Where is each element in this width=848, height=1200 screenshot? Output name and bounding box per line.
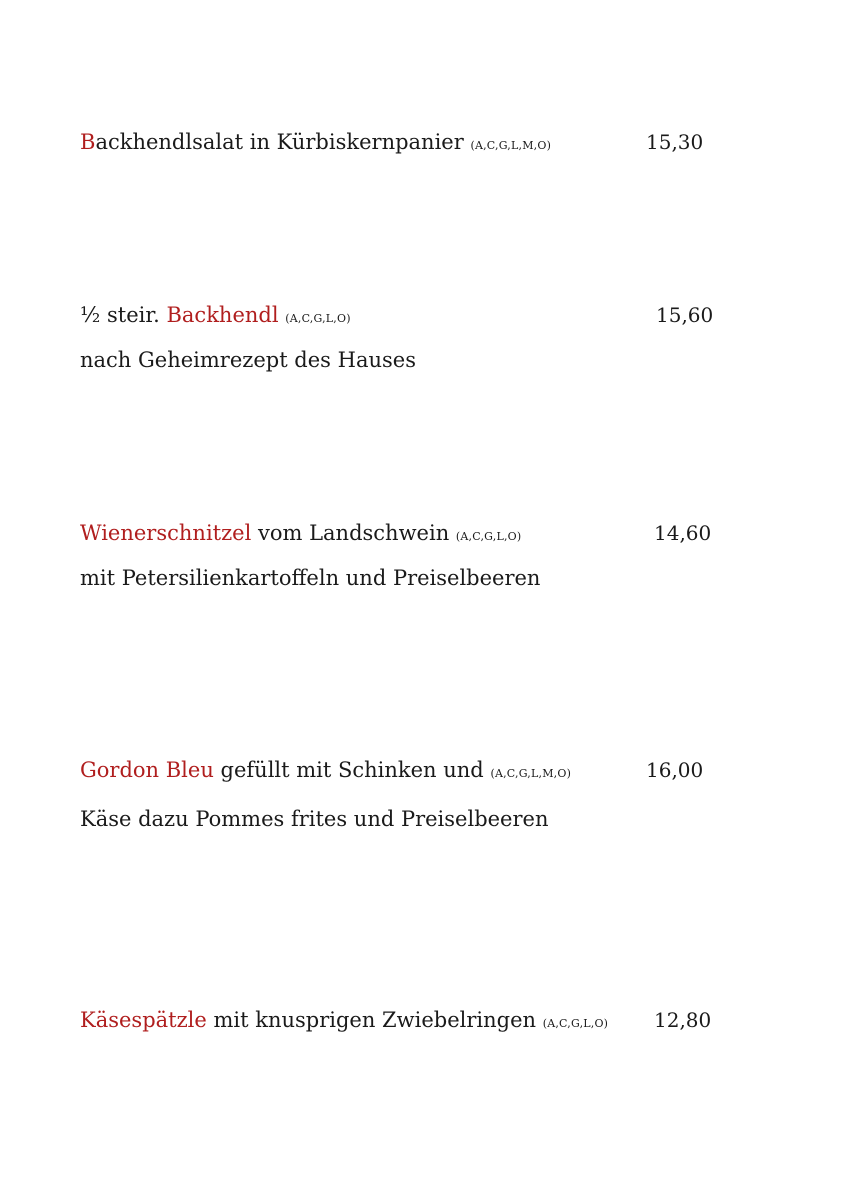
menu-item-highlight: Gordon Bleu	[80, 758, 214, 782]
menu-item-name: ackhendlsalat in Kürbiskernpanier	[95, 130, 464, 154]
menu-item-allergens: (A,C,G,L,M,O)	[470, 139, 552, 152]
menu-item-backhendl	[80, 295, 720, 380]
menu-item-name: vom Landschwein	[251, 521, 450, 545]
menu-item-highlight: Käsespätzle	[80, 1008, 207, 1032]
menu-item-kaesespaetzle	[80, 1000, 720, 1040]
menu-item-price: 14,60	[654, 521, 712, 545]
menu-item-name: mit knusprigen Zwiebelringen	[206, 1008, 537, 1032]
menu-item-title	[80, 122, 720, 162]
menu-item-backhendlsalat	[80, 122, 720, 162]
menu-item-prefix: ½ steir.	[80, 303, 167, 327]
menu-item-title	[80, 1000, 720, 1040]
menu-item-description: mit Petersilienkartoffeln und Preiselbeeren	[80, 566, 541, 590]
menu-item-description: nach Geheimrezept des Hauses	[80, 348, 416, 372]
menu-item-price: 15,60	[656, 303, 714, 327]
menu-item-price: 16,00	[646, 758, 704, 782]
menu-item-highlight: Backhendl	[166, 303, 279, 327]
menu-item-allergens: (A,C,G,L,O)	[285, 312, 351, 325]
menu-item-wienerschnitzel	[80, 513, 720, 598]
menu-item-title	[80, 295, 720, 335]
menu-item-allergens: (A,C,G,L,O)	[542, 1017, 609, 1030]
menu-item-highlight: Wienerschnitzel	[80, 521, 252, 545]
menu-item-description: Käse dazu Pommes frites und Preiselbeeren	[80, 807, 549, 831]
menu-item-title	[80, 513, 720, 553]
menu-item-gordon-bleu	[80, 750, 720, 839]
menu-item-price: 15,30	[646, 130, 704, 154]
menu-item-highlight: B	[80, 130, 96, 154]
menu-item-allergens: (A,C,G,L,M,O)	[490, 767, 572, 780]
menu-item-price: 12,80	[654, 1008, 712, 1032]
menu-item-name: gefüllt mit Schinken und	[213, 758, 484, 782]
menu-item-title	[80, 750, 720, 790]
menu-item-allergens: (A,C,G,L,O)	[455, 530, 522, 543]
